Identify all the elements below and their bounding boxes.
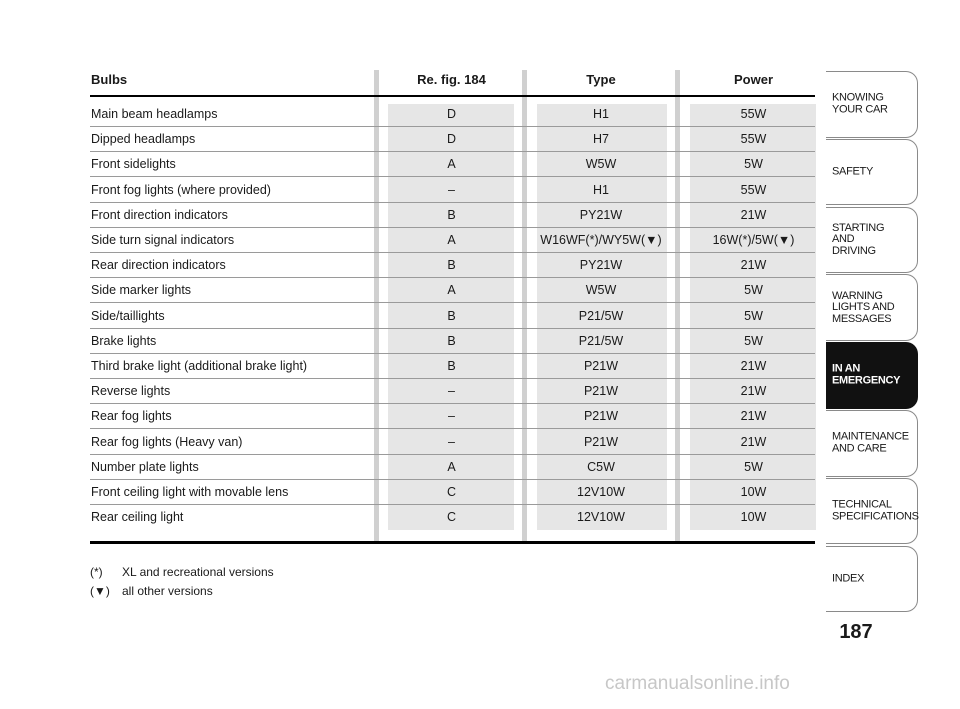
page-number: 187	[839, 621, 873, 643]
bulb-power: 5W	[744, 308, 763, 323]
bulb-fig-ref: –	[448, 182, 455, 197]
chapter-tab[interactable]	[826, 342, 918, 409]
header-rule	[90, 95, 815, 97]
column-separator	[675, 70, 680, 542]
chapter-tab[interactable]	[826, 478, 918, 545]
bulb-type: H1	[593, 107, 609, 121]
bulb-type: P21W	[583, 359, 619, 373]
chapter-tab-label: KNOWING YOUR CAR	[832, 91, 888, 116]
bulb-fig-ref: A	[447, 283, 456, 298]
row-divider	[90, 227, 815, 228]
bulb-power: 21W	[740, 207, 767, 222]
bulb-power: 5W	[744, 157, 763, 172]
bulb-fig-ref: B	[447, 333, 456, 348]
bulb-fig-ref: B	[447, 308, 456, 323]
bulb-power: 21W	[740, 258, 767, 273]
row-divider	[90, 428, 815, 429]
bulb-power: 5W	[744, 459, 763, 474]
chapter-tab-label: SAFETY	[832, 165, 873, 178]
bulb-fig-ref: –	[448, 434, 455, 449]
bulb-power: 21W	[740, 409, 767, 424]
bulb-type: P21W	[583, 409, 619, 424]
bulb-name: Reverse lights	[91, 384, 171, 399]
bulb-type: 12V10W	[577, 485, 625, 499]
chapter-tab[interactable]	[826, 207, 918, 274]
table-bottom-rule	[90, 541, 815, 544]
chapter-tab-label: INDEX	[832, 572, 865, 585]
bulb-name: Rear direction indicators	[91, 258, 226, 273]
bulb-power: 5W	[744, 283, 763, 298]
bulb-type: W5W	[585, 157, 617, 172]
row-divider	[90, 479, 815, 480]
bulb-power: 21W	[740, 434, 767, 449]
row-divider	[90, 302, 815, 303]
row-divider	[90, 277, 815, 278]
row-divider	[90, 353, 815, 354]
bulb-type: H7	[593, 132, 609, 147]
bulb-power: 10W	[740, 510, 767, 525]
header-bulbs: Bulbs	[91, 72, 128, 87]
bulb-name: Rear ceiling light	[91, 510, 184, 525]
footnote	[90, 584, 213, 598]
bulb-name: Number plate lights	[91, 459, 199, 474]
bulb-name: Front fog lights (where provided)	[91, 182, 271, 197]
bulb-name: Front direction indicators	[91, 207, 228, 222]
bulb-type: P21/5W	[578, 333, 624, 348]
bulb-name: Side marker lights	[91, 283, 192, 298]
bulb-type: C5W	[587, 459, 615, 474]
bulb-fig-ref: A	[447, 233, 456, 247]
footnote-text: all other versions	[122, 584, 213, 598]
bulb-fig-ref: B	[447, 359, 456, 373]
bulb-fig-ref: A	[447, 459, 456, 474]
bulb-fig-ref: B	[447, 207, 456, 222]
row-divider	[90, 252, 815, 253]
bulb-fig-ref: C	[446, 485, 457, 499]
bulb-type: PY21W	[579, 207, 623, 222]
bulb-name: Side turn signal indicators	[91, 233, 235, 247]
chapter-tab-label: IN AN EMERGENCY	[832, 362, 901, 387]
footnote-text: XL and recreational versions	[122, 565, 274, 579]
row-divider	[90, 126, 815, 127]
chapter-tab-label: TECHNICAL SPECIFICATIONS	[832, 498, 919, 523]
header-power: Power	[733, 72, 773, 87]
bulb-power: 55W	[740, 132, 767, 147]
bulb-name: Main beam headlamps	[91, 107, 218, 121]
row-divider	[90, 151, 815, 152]
bulb-name: Rear fog lights (Heavy van)	[91, 434, 243, 449]
bulb-power: 21W	[740, 384, 767, 399]
chapter-tab-label: MAINTENANCE AND CARE	[832, 430, 909, 455]
bulb-power: 5W	[744, 333, 763, 348]
bulb-name: Front ceiling light with movable lens	[91, 485, 289, 499]
bulb-type: P21W	[583, 434, 619, 449]
bulb-fig-ref: C	[446, 510, 457, 525]
bulb-power: 55W	[740, 107, 767, 121]
bulb-power: 21W	[740, 359, 767, 373]
bulb-fig-ref: –	[448, 384, 455, 399]
row-divider	[90, 504, 815, 505]
bulb-type: 12V10W	[577, 510, 625, 525]
row-divider	[90, 328, 815, 329]
header-type: Type	[586, 72, 616, 87]
bulb-fig-ref: D	[446, 107, 457, 121]
bulb-name: Front sidelights	[91, 157, 176, 172]
row-divider	[90, 454, 815, 455]
chapter-tab-label: STARTING AND DRIVING	[832, 221, 885, 257]
bulb-name: Third brake light (additional brake light)	[91, 359, 308, 373]
bulb-name: Dipped headlamps	[91, 132, 196, 147]
chapter-tab[interactable]	[826, 139, 918, 206]
bulb-fig-ref: –	[448, 409, 455, 424]
bulb-name: Brake lights	[91, 333, 157, 348]
chapter-tab-label: WARNING LIGHTS AND MESSAGES	[832, 289, 895, 325]
footnote-symbol: (*)	[90, 565, 103, 579]
bulb-power: 55W	[740, 182, 767, 197]
row-divider	[90, 378, 815, 379]
header-fig: Re. fig. 184	[417, 72, 486, 87]
row-divider	[90, 176, 815, 177]
bulb-type: W16WF(*)/WY5W(▼)	[540, 233, 662, 247]
bulb-fig-ref: B	[447, 258, 456, 273]
row-divider	[90, 202, 815, 203]
bulb-name: Side/taillights	[91, 308, 165, 323]
bulb-type: P21/5W	[578, 308, 624, 323]
bulb-type: W5W	[585, 283, 617, 298]
chapter-tab[interactable]	[826, 274, 918, 341]
row-divider	[90, 403, 815, 404]
chapter-tab[interactable]	[826, 410, 918, 477]
footnote-symbol: (▼)	[90, 584, 110, 598]
bulb-type: H1	[593, 182, 609, 197]
column-separator	[374, 70, 379, 542]
bulb-power: 16W(*)/5W(▼)	[712, 233, 795, 247]
bulb-fig-ref: A	[447, 157, 456, 172]
column-separator	[522, 70, 527, 542]
bulb-fig-ref: D	[446, 132, 457, 147]
footnote	[90, 565, 274, 579]
watermark: carmanualsonline.info	[605, 673, 790, 694]
bulb-power: 10W	[740, 485, 767, 499]
chapter-tab[interactable]	[826, 71, 918, 138]
bulb-type: PY21W	[579, 258, 623, 273]
bulb-name: Rear fog lights	[91, 409, 172, 424]
bulb-type: P21W	[583, 384, 619, 399]
chapter-tab[interactable]	[826, 546, 918, 613]
